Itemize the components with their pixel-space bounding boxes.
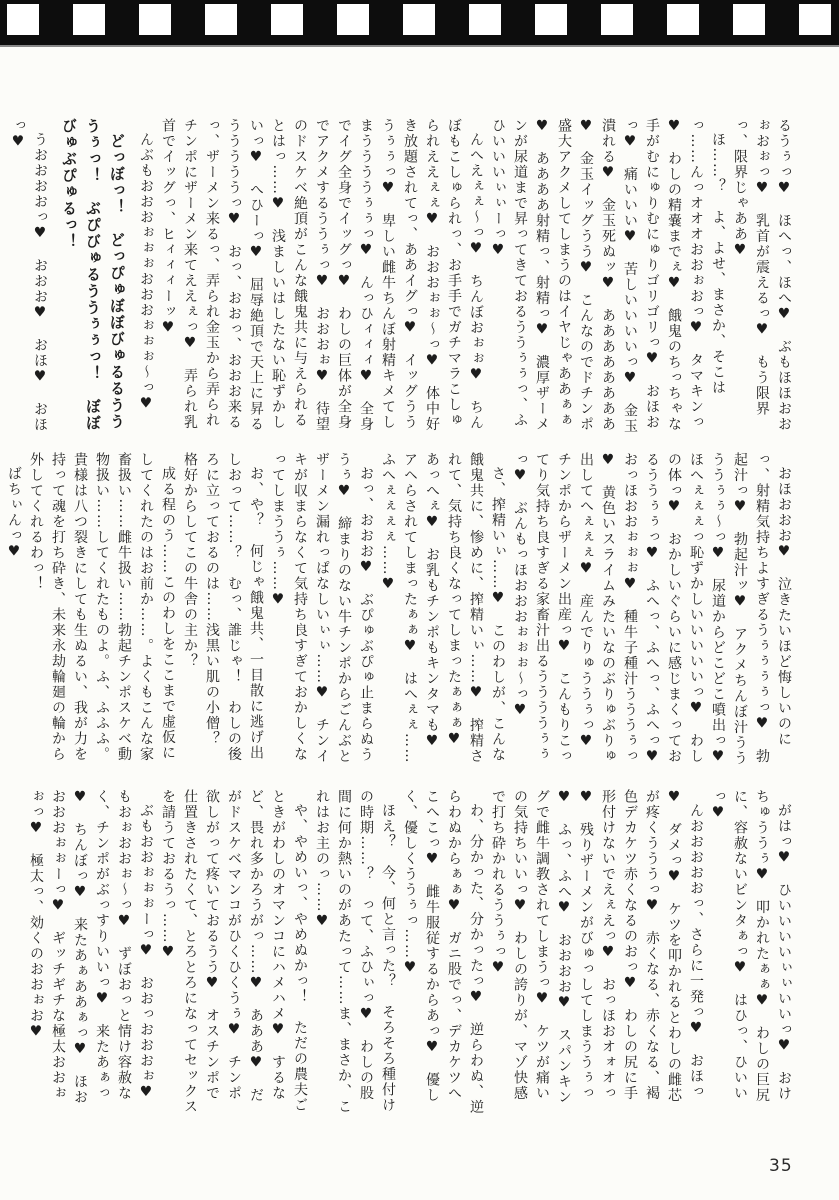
paragraph: んぶもおおおぉぉぉおおおぉぉぉ～っ♥ xyxy=(138,132,154,413)
film-strip-hole xyxy=(469,4,501,35)
paragraph: ばちぃんっ♥ xyxy=(6,466,22,561)
paragraph-emphasis: どっぼっ！ どっぴゅぼぼびゅるるうううぅっ！ ぶぴびゅるううぅぅっ！ ぼぼびゅぶぴゅるっ！ xyxy=(60,118,126,432)
paragraph: ほえ？ 今、何と言った？ そろそろ種付けの時期……？ って、ふひぃっ♥ わしの股間に何か熱いのがあたって……ま、まさか、これはお主のっ……♥ xyxy=(314,789,396,1115)
film-strip-hole xyxy=(337,4,369,35)
paragraph: うおおおおっ♥ おおお♥ おほ♥ おほっ♥ xyxy=(10,118,48,433)
paragraph: んへえぇぇ～っ♥ ちんぼおぉぉ♥ ちんぼもこしゅられっ、お手手でガチマラこしゅられええぇぇ♥ おおおぉぉ～っ♥ 体中好き放題されてっ、ああイグっ♥ イッグうううぅぅっ♥ 卑しい雌牛ちんぼ射精キメてしまううううぅぅっ♥ んっひィィィ♥ 全身でイグ全身でイッグっ♥ わしの巨体が全身でアクメするううぅっ♥ おおおぉ♥ 待望のドスケベ絶頂がこんな餓鬼共に与えられるとはっ……♥ 浅ましいはしたない恥ずかしいっ♥ へひーっ♥ 屈辱絶頂で天上に昇るうううううっ♥ おっ、おおっ、おおお来るっ、ザーメン来るっ、弄られ金玉から弄られチンポにザーメン来てええぇっ♥ 弄られ乳首でイッグっ、ヒィィィーッ♥ xyxy=(160,118,484,432)
film-strip-hole xyxy=(667,4,699,35)
film-strip-hole xyxy=(7,4,39,35)
paragraph: おほおおお♥ 泣きたいほど悔しいのにっ、射精気持ちよすぎるうぅぅぅぅっ♥ 勃起汁っ♥ 勃起汁ッ♥ アクメちんぼ汁ううううぅぅ～っ♥ 尿道からどこどこ噴出っ♥ ほへぇぇぇっ恥ずかしいいいいいっ♥ わしの体っ♥ おかしいぐらいに感じまくっておるううぅぅっ♥ ふへっ、ふへっ、ふへっ♥ おっほおおぉぉぉ♥ 種牛子種汁うううぅっ♥ 黄色いスライムみたいなのぶりゅぶりゅ出してへぇぇぇ♥ 産んでりゅううぅっ♥ チンポからザーメン出産っ♥ こんもりこってり気持ち良すぎる家畜汁出るううううぅぅっ♥ ぶんもっほおおおぉぉぉ～っ♥ xyxy=(512,452,792,782)
paragraph: お、や？ 何じゃ餓鬼共、一目散に逃げ出しおって……？ むっ、誰じゃ！ わしの後ろに立っておるのは……浅黒い肌の小僧？ 格好からしてこの牛舎の主か？ xyxy=(182,452,264,762)
film-strip-hole xyxy=(271,4,303,35)
paragraph: 成る程のう……このわしをここまで虚仮にしてくれたのはお前か……。よくもこんな家畜扱い……雌牛扱い……勃起チンポスケベ動物扱い……してくれたものよ。ふ、ふふふ。貴様は八つ裂きにしても生ぬるい、我が力を持って魂を打ち砕き、未来永劫輪廻の輪から外してくれるわっ！ xyxy=(28,452,176,762)
film-strip-hole xyxy=(403,4,435,35)
text-block-bottom xyxy=(25,789,795,1115)
text-block-middle xyxy=(3,452,795,782)
film-strip-hole xyxy=(535,4,567,35)
film-strip-border xyxy=(0,0,839,47)
film-strip-hole xyxy=(799,4,831,35)
paragraph: んおおおおおっ、さらに一発っ♥ おほっ♥ ダメっ♥ ケツを叩かれるとわしの雌芯が疼くうううっ♥ 赤くなる、赤くなる、褐色デカケツ赤くなるのおっ♥ わしの尻に手形付けないでえぇえっ♥ おっほおオォオっ♥ 残りザーメンがびゅっしてしまううぅっ♥ ふっ、ふへ♥ おおおお♥ スパンキングで雌牛調教されてしまうっ♥ ケツが痛いの気持ちいいっ♥ わしの誇りが、マゾ快感で打ち砕かれるううぅっ♥ xyxy=(490,789,704,1105)
film-strip-hole xyxy=(139,4,171,35)
paragraph: おっ、おおお♥ ぶぴゅぶぴゅ止まらぬううぅ♥ 締まりのない牛チンポからごんぶとザーメン漏れっぱなしいぃぃ……♥ チンイキが収まらなくて気持ち良すぎておかしくなってしまううぅ……♥ xyxy=(270,452,374,764)
text-block-top xyxy=(7,118,795,440)
film-strip-hole xyxy=(205,4,237,35)
paragraph: るうぅっ♥ ほへっ、ほへ♥ ぶもほほおおぉおぉっ♥ 乳首が震えるっ♥ もう限界っ、限界じゃああ♥ xyxy=(732,118,792,432)
film-strip-hole xyxy=(601,4,633,35)
paragraph: わ、分かった、分かったっ♥ 逆らわぬ、逆らわぬからぁぁ♥ ガニ股でっ、デカケツへこへこっ♥ 雌牛服従するからあっ♥ 優しく、優しくううぅっ……♥ xyxy=(402,789,484,1115)
film-strip-hole xyxy=(73,4,105,35)
paragraph: ほ……？ よ、よせ、まさか、そこはっ……んっオオオおおぉおっ♥ タマキンっ♥ わしの精嚢までぇ♥ 餓鬼のちっちゃな手がむにゅりむにゅりゴリゴリっ♥ おほおっ♥ 痛いいい♥ 苦しいいいいっ♥ 金玉潰れる♥ 金玉死ぬッ♥ ああああああああ♥ 金玉イッグうう♥ こんなのでドチンポ盛大アクメしてしまうのはイヤじゃああぁぁ♥ ああああ射精っ、射精っ♥ 濃厚ザーメンが尿道まで昇ってきておるううぅぅっ、ふひいいいぃぃーっ♥ xyxy=(490,118,726,434)
paragraph: ぶもおおぉぉぉーっ♥ おおっおおおぉ♥ もおぉおおぉ～っ♥ ずぼおっと情け容赦なく、チンポがぶっすりいいっ♥ 来たあぁっ♥ ちんぼっ♥ 来たあぁああぁっ♥ ほおおおおぉぉーっ♥ ギッチギチな極太おおぉぉっ♥ 極太っ、効くのおおぉお♥ xyxy=(28,789,154,1117)
paragraph: がはっ♥ ひいいいいぃぃいいっ♥ おけちゅううぅ♥ 叩かれたぁぁ♥ わしの巨尻に、容赦ないビンタぁっ♥ はひっ、ひいいっ♥ xyxy=(710,789,792,1103)
paragraph: や、やめいっ、やめぬかっ！ ただの農夫ごときがわしのオマンコにハメハメ♥ するなど、畏れ多かろうがっ……♥ あああ♥ だがドスケベマンコがひくひくうぅ♥ チンポ欲しがって疼いておるうう♥ オスチンポで仕置きされたくて、とろとろになってセックスを請うておるうっ……♥ xyxy=(160,789,308,1115)
page-number: 35 xyxy=(769,1156,793,1176)
paragraph: さ、搾精いぃ……♥ このわしが、こんな餓鬼共に、惨めに、搾精いぃ……♥ 搾精されて、気持ち良くなってしまったぁぁぁ♥ あっへぇ♥ お乳もチンポもキンタマも♥ アヘらされてしまったぁぁ♥ はへぇぇ……ふへぇぇぇぇ……♥ xyxy=(380,452,506,766)
film-strip-hole xyxy=(733,4,765,35)
